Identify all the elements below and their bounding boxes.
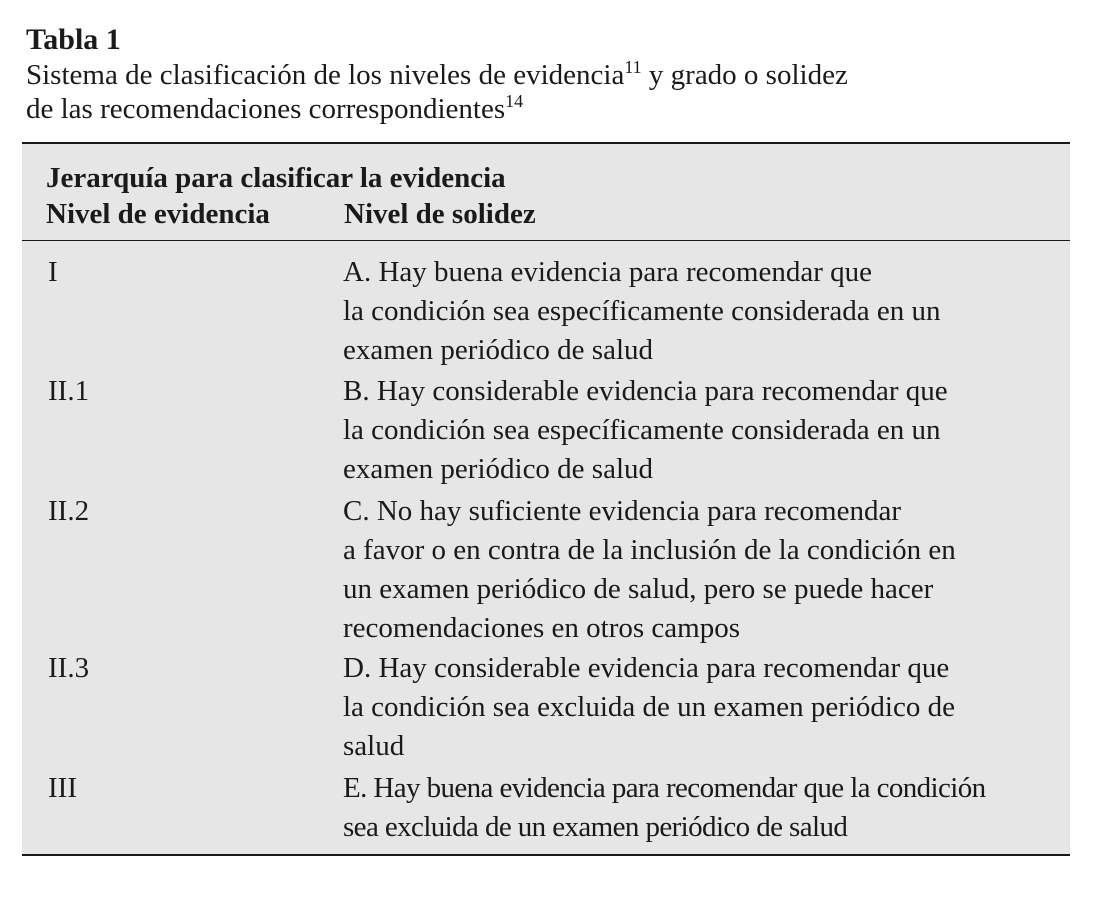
cell-line: la condición sea específicamente considerada en un [343,414,941,446]
cell-line: recomendaciones en otros campos [343,612,740,644]
cell-line: C. No hay suficiente evidencia para recomendar [343,495,901,527]
column-header-strength-level: Nivel de solidez [344,198,536,230]
table-header [22,144,1070,241]
cell-line: D. Hay considerable evidencia para recomendar que [343,652,950,684]
cell-line: E. Hay buena evidencia para recomendar que la condición [343,772,986,804]
strength-cell [343,649,1063,766]
strength-cell [343,769,1063,847]
table-title-line-1 [26,58,1076,92]
cell-line: a favor o en contra de la inclusión de la condición en [343,534,956,566]
table-label: Tabla 1 [26,23,121,56]
cell-line: un examen periódico de salud, pero se puede hacer [343,573,934,605]
evidence-level-cell: II.2 [48,495,90,527]
cell-line: sea excluida de un examen periódico de salud [343,811,848,843]
evidence-table [22,142,1070,856]
cell-line: examen periódico de salud [343,334,654,366]
cell-line: salud [343,730,405,762]
evidence-level-cell: II.3 [48,652,90,684]
reference-superscript: 11 [624,57,642,77]
cell-line: B. Hay considerable evidencia para recomendar que [343,375,948,407]
cell-line: A. Hay buena evidencia para recomendar que [343,256,872,288]
title-text: de las recomendaciones correspondientes [26,93,506,125]
table-caption [26,22,1076,126]
reference-superscript: 14 [505,91,524,111]
evidence-level-cell: III [48,772,77,804]
title-text: Sistema de clasificación de los niveles de evidencia [26,59,625,91]
column-header-evidence-level: Nivel de evidencia [46,198,270,230]
evidence-level-cell: II.1 [48,375,90,407]
cell-line: la condición sea excluida de un examen periódico de [343,691,955,723]
evidence-level-cell: I [48,256,58,288]
strength-cell [343,492,1063,648]
title-text-tail: y grado o solidez [641,59,848,91]
strength-cell [343,372,1063,489]
cell-line: examen periódico de salud [343,453,654,485]
strength-cell [343,253,1063,370]
table-title-line-2 [26,92,1076,126]
group-header: Jerarquía para clasificar la evidencia [46,162,506,194]
cell-line: la condición sea específicamente considerada en un [343,295,941,327]
